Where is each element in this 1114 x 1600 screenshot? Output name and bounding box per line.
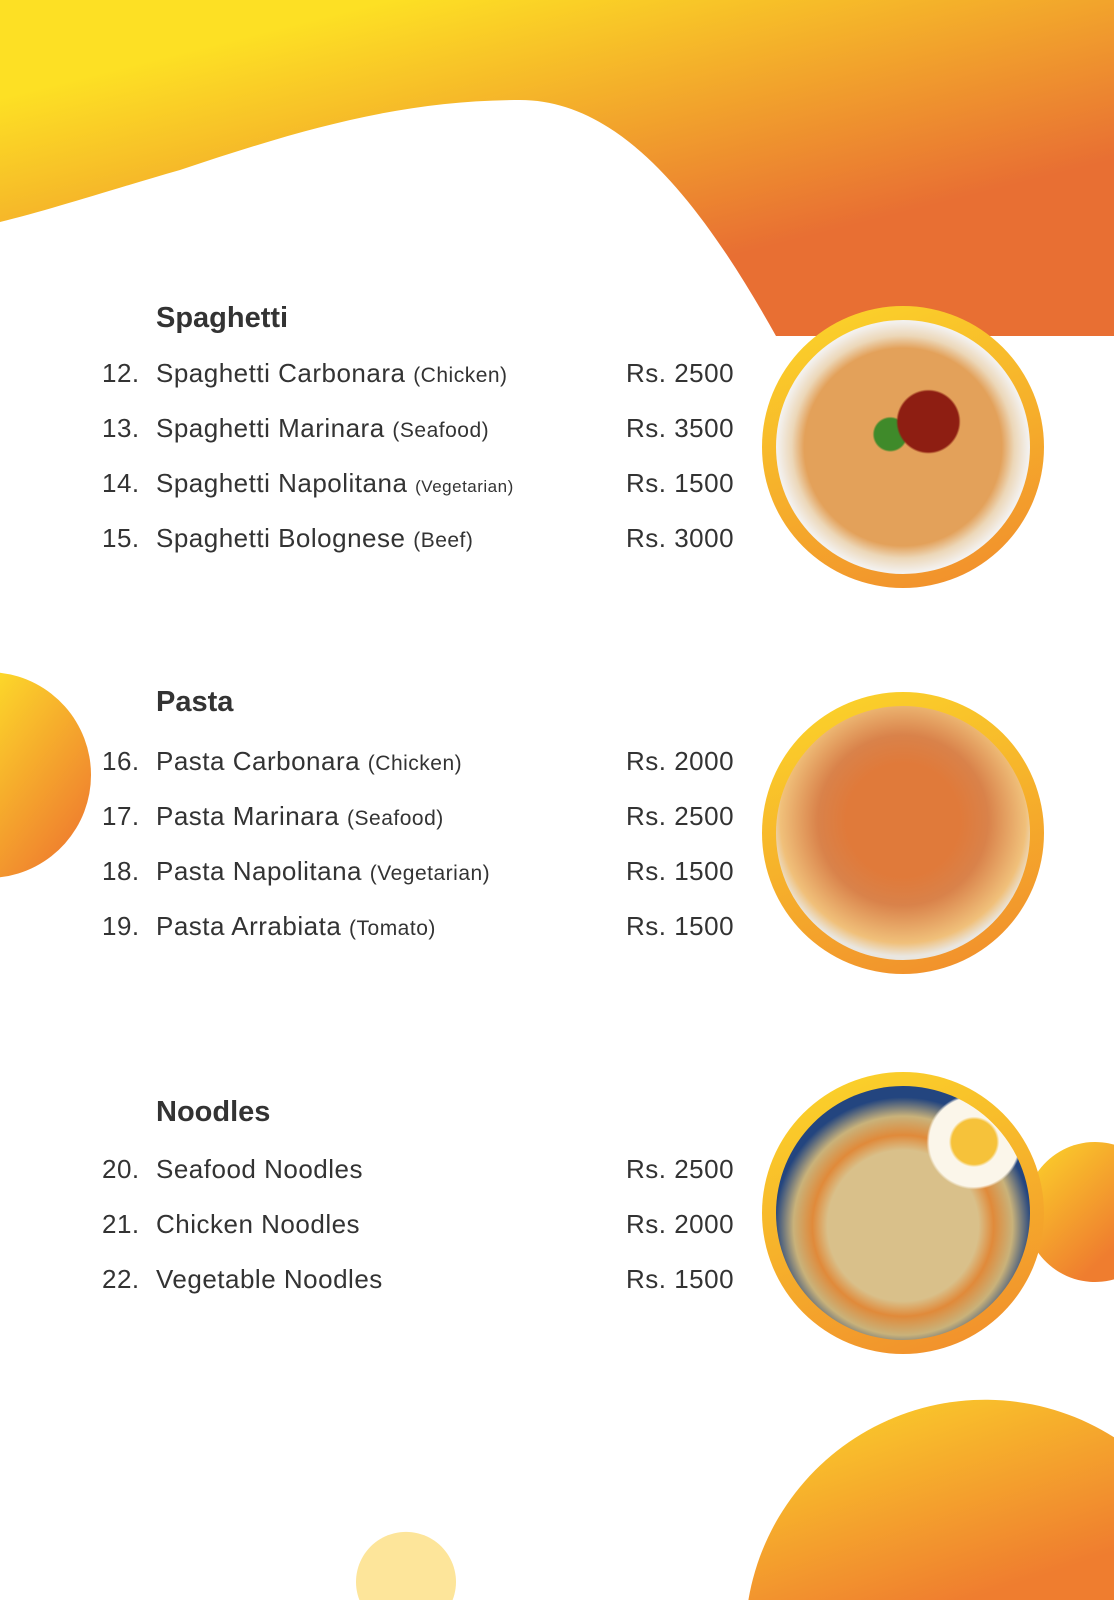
item-note: (Vegetarian) — [415, 477, 514, 496]
item-name: Pasta Napolitana — [156, 856, 363, 886]
item-number: 20. — [102, 1154, 140, 1184]
item-name: Vegetable Noodles — [156, 1264, 383, 1294]
item-number: 19. — [102, 911, 140, 941]
item-price: Rs. 2000 — [626, 746, 735, 776]
item-number: 18. — [102, 856, 140, 886]
item-note: (Seafood) — [347, 807, 444, 830]
item-note: (Vegetarian) — [369, 862, 491, 885]
section-title: Noodles — [156, 1096, 271, 1128]
menu-item — [0, 523, 760, 563]
item-name: Pasta Marinara — [156, 801, 340, 831]
menu-item — [0, 911, 760, 951]
item-number: 22. — [102, 1264, 140, 1294]
menu-item — [0, 1209, 760, 1249]
item-note: (Beef) — [413, 529, 474, 552]
item-number: 16. — [102, 746, 140, 776]
item-price: Rs. 2500 — [626, 1154, 735, 1184]
item-price: Rs. 1500 — [626, 911, 735, 941]
pasta-image — [762, 692, 1044, 974]
menu-item — [0, 801, 760, 841]
menu-item — [0, 1154, 760, 1194]
item-number: 13. — [102, 413, 140, 443]
section-title: Pasta — [156, 686, 234, 718]
bottom-deco-circle — [356, 1532, 456, 1600]
item-number: 15. — [102, 523, 140, 553]
item-price: Rs. 3500 — [626, 413, 735, 443]
menu-item — [0, 468, 760, 508]
item-note: (Chicken) — [413, 364, 508, 387]
item-name: Chicken Noodles — [156, 1209, 361, 1239]
item-note: (Chicken) — [367, 752, 463, 775]
item-name: Pasta Carbonara — [156, 746, 361, 776]
bottom-right-deco-circle — [748, 1400, 1114, 1600]
item-price: Rs. 3000 — [626, 523, 735, 553]
item-name: Spaghetti Marinara — [156, 413, 385, 443]
item-price: Rs. 2000 — [626, 1209, 735, 1239]
item-price: Rs. 2500 — [626, 801, 735, 831]
item-price: Rs. 1500 — [626, 856, 735, 886]
item-price: Rs. 2500 — [626, 358, 735, 388]
item-price: Rs. 1500 — [626, 468, 735, 498]
item-number: 12. — [102, 358, 140, 388]
item-price: Rs. 1500 — [626, 1264, 735, 1294]
item-name: Spaghetti Bolognese — [156, 523, 406, 553]
item-note: (Seafood) — [392, 419, 490, 442]
menu-item — [0, 1264, 760, 1304]
item-name: Seafood Noodles — [156, 1154, 363, 1184]
item-number: 17. — [102, 801, 140, 831]
spaghetti-image — [762, 306, 1044, 588]
item-note: (Tomato) — [349, 917, 436, 940]
item-number: 21. — [102, 1209, 140, 1239]
item-name: Pasta Arrabiata — [156, 911, 342, 941]
menu-item — [0, 413, 760, 453]
item-name: Spaghetti Carbonara — [156, 358, 406, 388]
noodles-image — [762, 1072, 1044, 1354]
item-name: Spaghetti Napolitana — [156, 468, 408, 498]
top-wave — [0, 0, 1114, 336]
menu-item — [0, 856, 760, 896]
section-title: Spaghetti — [156, 302, 289, 334]
menu-item — [0, 746, 760, 786]
item-number: 14. — [102, 468, 140, 498]
menu-item — [0, 358, 760, 398]
